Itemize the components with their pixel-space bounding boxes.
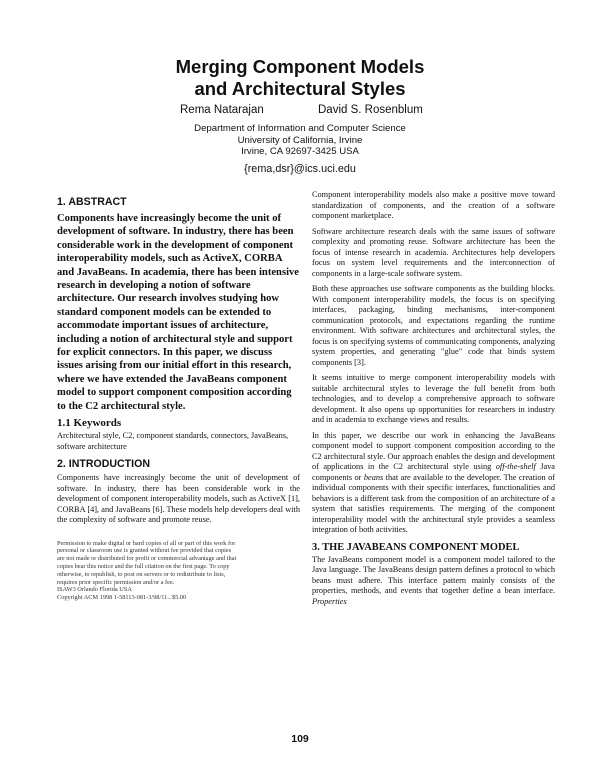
notice-line: ISAW3 Orlando Florida USA (57, 586, 132, 594)
left-column (57, 196, 300, 602)
text-emphasis: off-the-shelf (495, 462, 536, 471)
body-paragraph: It seems intuitive to merge component interoperability models with suitable architectural styles to leverage the full benefit from both technologies, and to develop a comprehensive approach to software development. It also opens up opportunities for researchers in industry and in academia to exchange views and results. (312, 373, 555, 424)
body-paragraph (312, 555, 555, 608)
title-line-2: and Architectural Styles (194, 78, 406, 99)
author-email: {rema,dsr}@ics.uci.edu (244, 163, 356, 175)
body-paragraph: Software architecture research deals with the same issues of software complexity and promoting reuse. Software architecture has been the focus of intense research in academia. Architectures help developers focus on system level requirements and the interconnection of components in a large-scale software system. (312, 226, 555, 278)
notice-line: Permission to make digital or hard copies of all or part of this work for (57, 539, 236, 547)
body-paragraph: Component interoperability models also make a positive move toward standardization of components, and the creation of a software component marketplace. (312, 190, 555, 220)
notice-line: are not made or distributed for profit or commercial advantage and that (57, 555, 237, 563)
title-line-1: Merging Component Models (175, 56, 425, 77)
keywords-text: Architectural style, C2, component standards, connectors, JavaBeans, software architecture (57, 431, 289, 451)
affiliation-line: University of California, Irvine (237, 134, 363, 146)
abstract-text: Components have increasingly become the unit of development of software. In industry, there has been considerable work in the development of component interoperability models, such as ActiveX, CORBA and JavaBeans. In academia, there has been intensive research in developing a notion of software architecture. Our research involves studying how standard component models can be extended to accommodate important issues of architecture, including a notion of architectural style and support for explicit connectors. In this paper, we discuss issues arising from our initial effort in this research, where we have extended the JavaBeans component model to support component composition according to the C2 architectural style. (57, 213, 300, 412)
text-emphasis: Properties (312, 596, 347, 606)
notice-line: copies bear this notice and the full citation on the first page. To copy (57, 562, 230, 570)
text-run: In this paper, we describe our work in enhancing the JavaBeans component model to support component composition according to the C2 architectural style. Our approach enables the design and development of applications in the C2 architectural style using (312, 430, 555, 471)
notice-line: requires prior specific permission and/or a fee. (57, 578, 175, 586)
body-paragraph (312, 431, 555, 536)
abstract-heading: 1. ABSTRACT (57, 196, 127, 208)
body-paragraph: Both these approaches use software components as the building blocks. With component interoperability models, the focus is on specifying interfaces, packaging, binding mechanisms, inter-component communication protocols, and expectations regarding the runtime environment. With software architectures and architectural styles, the focus is on specifying systems of communicating components, analyzing system properties, and generating "glue" code that binds system components [3]. (312, 284, 555, 367)
text-run: that are available to the developer. The creation of individual components with their specific interfaces, functionalities and behaviors is a different task from the composition of an architecture of a system that satisfies requirements. The merging of the component interoperability model with the architectural style provides a seamless integration of both activities. (312, 472, 555, 534)
introduction-text: Components have increasingly become the unit of development of software. In industry, there has been considerable work in the development of component interoperability models, such as ActiveX [1], CORBA [4], and JavaBeans [6]. These models help developers deal with the complexity of software and promote reuse. (57, 473, 300, 525)
right-column (312, 190, 555, 607)
text-run: The JavaBeans component model is a component model tailored to the Java language. The JavaBeans design pattern defines a protocol to which beans must adhere. This interface pattern mainly consists of the properties, methods, and events that together define a bean interface. (312, 554, 555, 595)
paper-title (0, 56, 600, 100)
author-name: Rema Natarajan (180, 104, 264, 116)
affiliation-line: Irvine, CA 92697-3425 USA (241, 146, 359, 157)
affiliation-line: Department of Information and Computer Science (194, 123, 406, 134)
section-heading: 3. THE JAVABEANS COMPONENT MODEL (312, 541, 520, 553)
notice-line: otherwise, to republish, to post on servers or to redistribute to lists, (57, 570, 226, 578)
notice-line: Copyright ACM 1998 1-58113-081-3/98/11...$5.00 (57, 594, 187, 602)
affiliation (0, 123, 600, 158)
keywords-heading: 1.1 Keywords (57, 417, 122, 430)
page-number: 109 (291, 733, 309, 745)
copyright-notice (57, 540, 300, 602)
notice-line: personal or classroom use is granted without fee provided that copies (57, 547, 232, 555)
text-run: Java components or (312, 462, 555, 482)
text-emphasis: beans (363, 472, 384, 482)
introduction-heading: 2. INTRODUCTION (57, 458, 150, 471)
author-name: David S. Rosenblum (318, 104, 423, 116)
